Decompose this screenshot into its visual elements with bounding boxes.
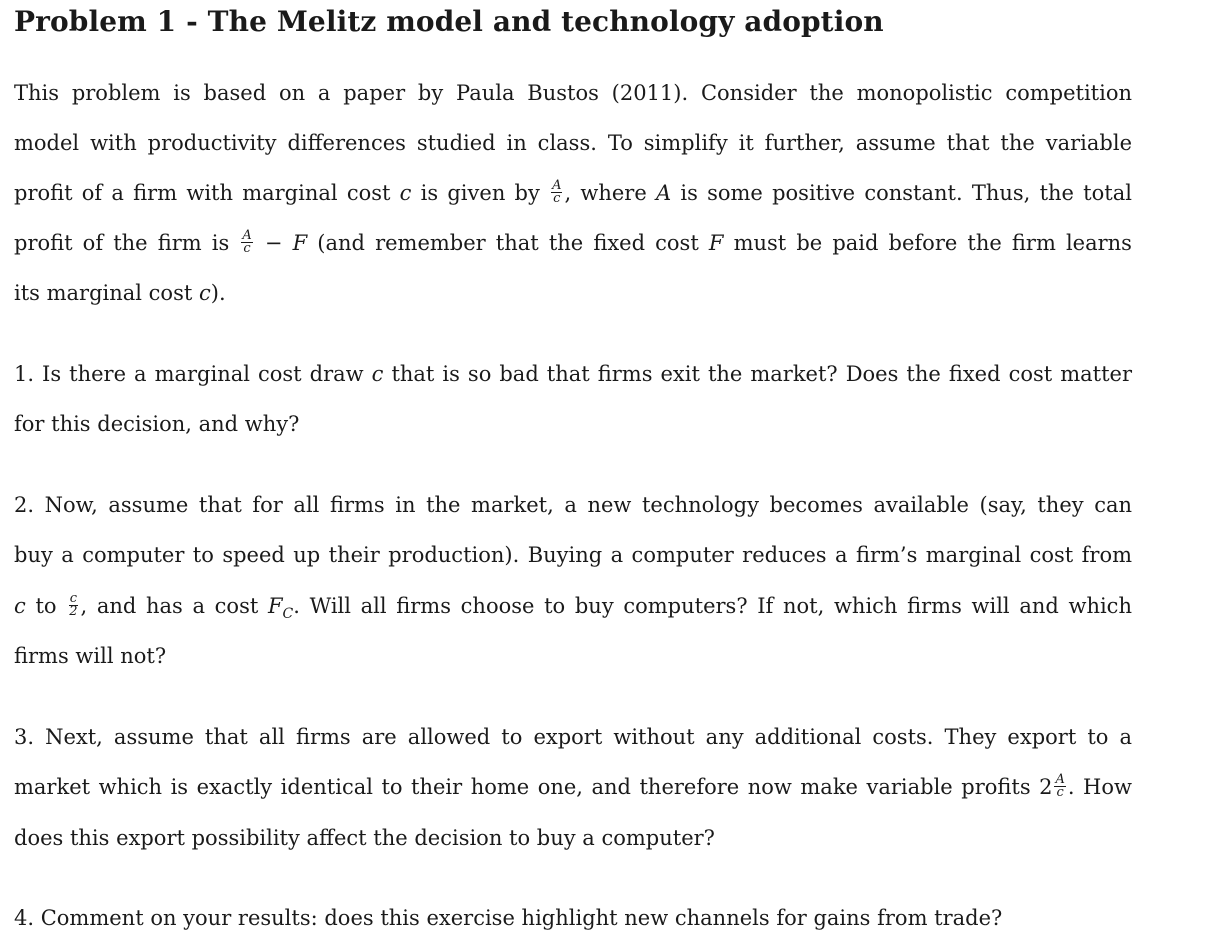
intro-line-1: This problem is based on a paper by Paula Bustos (2011). Consider the monopolistic competition (14, 81, 1132, 105)
text-fragment: its marginal cost (14, 281, 193, 305)
text-fragment: market which is exactly identical to their home one, and therefore now make variable profits 2 (14, 775, 1053, 799)
intro-line-3 (14, 178, 1132, 208)
fraction-numerator: A (552, 178, 562, 193)
math-variable: F (292, 231, 308, 255)
text-fragment: . Will all firms choose to buy computers? If not, which firms will and which (293, 594, 1132, 618)
q2-line-1: 2. Now, assume that for all firms in the market, a new technology becomes available (say, they can (14, 493, 1132, 517)
text-fragment: to (35, 594, 57, 618)
math-subscript: C (282, 606, 294, 623)
math-variable: F (708, 231, 724, 255)
math-variable (267, 594, 294, 623)
q4-line-1: 4. Comment on your results: does this exercise highlight new channels for gains from trade? (14, 906, 1003, 930)
q2-line-2: buy a computer to speed up their production). Buying a computer reduces a firm’s marginal cost from (14, 543, 1132, 567)
fraction-denominator: c (553, 191, 561, 206)
problem-title: Problem 1 - The Melitz model and technology adoption (14, 5, 884, 38)
text-fragment: profit of a firm with marginal cost (14, 181, 391, 205)
q3-line-1: 3. Next, assume that all firms are allowed to export without any additional costs. They export to a (14, 725, 1132, 749)
intro-line-5 (14, 278, 1132, 308)
fraction-a-over-c (551, 180, 562, 205)
text-fragment: must be paid before the firm learns (733, 231, 1132, 255)
fraction-denominator: c (1056, 785, 1064, 800)
q3-line-3: does this export possibility affect the decision to buy a computer? (14, 826, 715, 850)
text-fragment: profit of the firm is (14, 231, 230, 255)
intro-line-2: model with productivity differences studied in class. To simplify it further, assume that the variable (14, 131, 1132, 155)
fraction-numerator: A (1055, 772, 1065, 787)
text-fragment: (and remember that the fixed cost (317, 231, 699, 255)
fraction-numerator: c (69, 591, 77, 606)
text-fragment: ). (210, 281, 226, 305)
math-variable: A (656, 181, 672, 205)
text-fragment: , and has a cost (80, 594, 259, 618)
q1-line-1 (14, 359, 1132, 389)
q3-line-2 (14, 772, 1132, 802)
math-variable: c (14, 594, 26, 618)
math-variable-f: F (267, 594, 283, 618)
math-variable: c (371, 362, 384, 386)
fraction-numerator: A (242, 228, 252, 243)
fraction-denominator: c (243, 241, 251, 256)
q1-line-2: for this decision, and why? (14, 412, 300, 436)
text-fragment: is given by (420, 181, 540, 205)
fraction-denominator: 2 (69, 604, 78, 619)
q2-line-4: firms will not? (14, 644, 167, 668)
minus-sign: − (264, 231, 283, 255)
text-fragment: , where (564, 181, 647, 205)
text-fragment: 1. Is there a marginal cost draw (14, 362, 364, 386)
math-variable: c (198, 281, 211, 305)
intro-line-4 (14, 228, 1132, 258)
fraction-c-over-2 (68, 593, 78, 618)
text-fragment: is some positive constant. Thus, the total (680, 181, 1132, 205)
text-fragment: . How (1067, 775, 1132, 799)
text-fragment: that is so bad that firms exit the market? Does the fixed cost matter (391, 362, 1132, 386)
fraction-a-over-c (241, 230, 252, 255)
q2-line-3 (14, 591, 1132, 629)
math-variable: c (399, 181, 412, 205)
fraction-a-over-c (1054, 774, 1065, 799)
